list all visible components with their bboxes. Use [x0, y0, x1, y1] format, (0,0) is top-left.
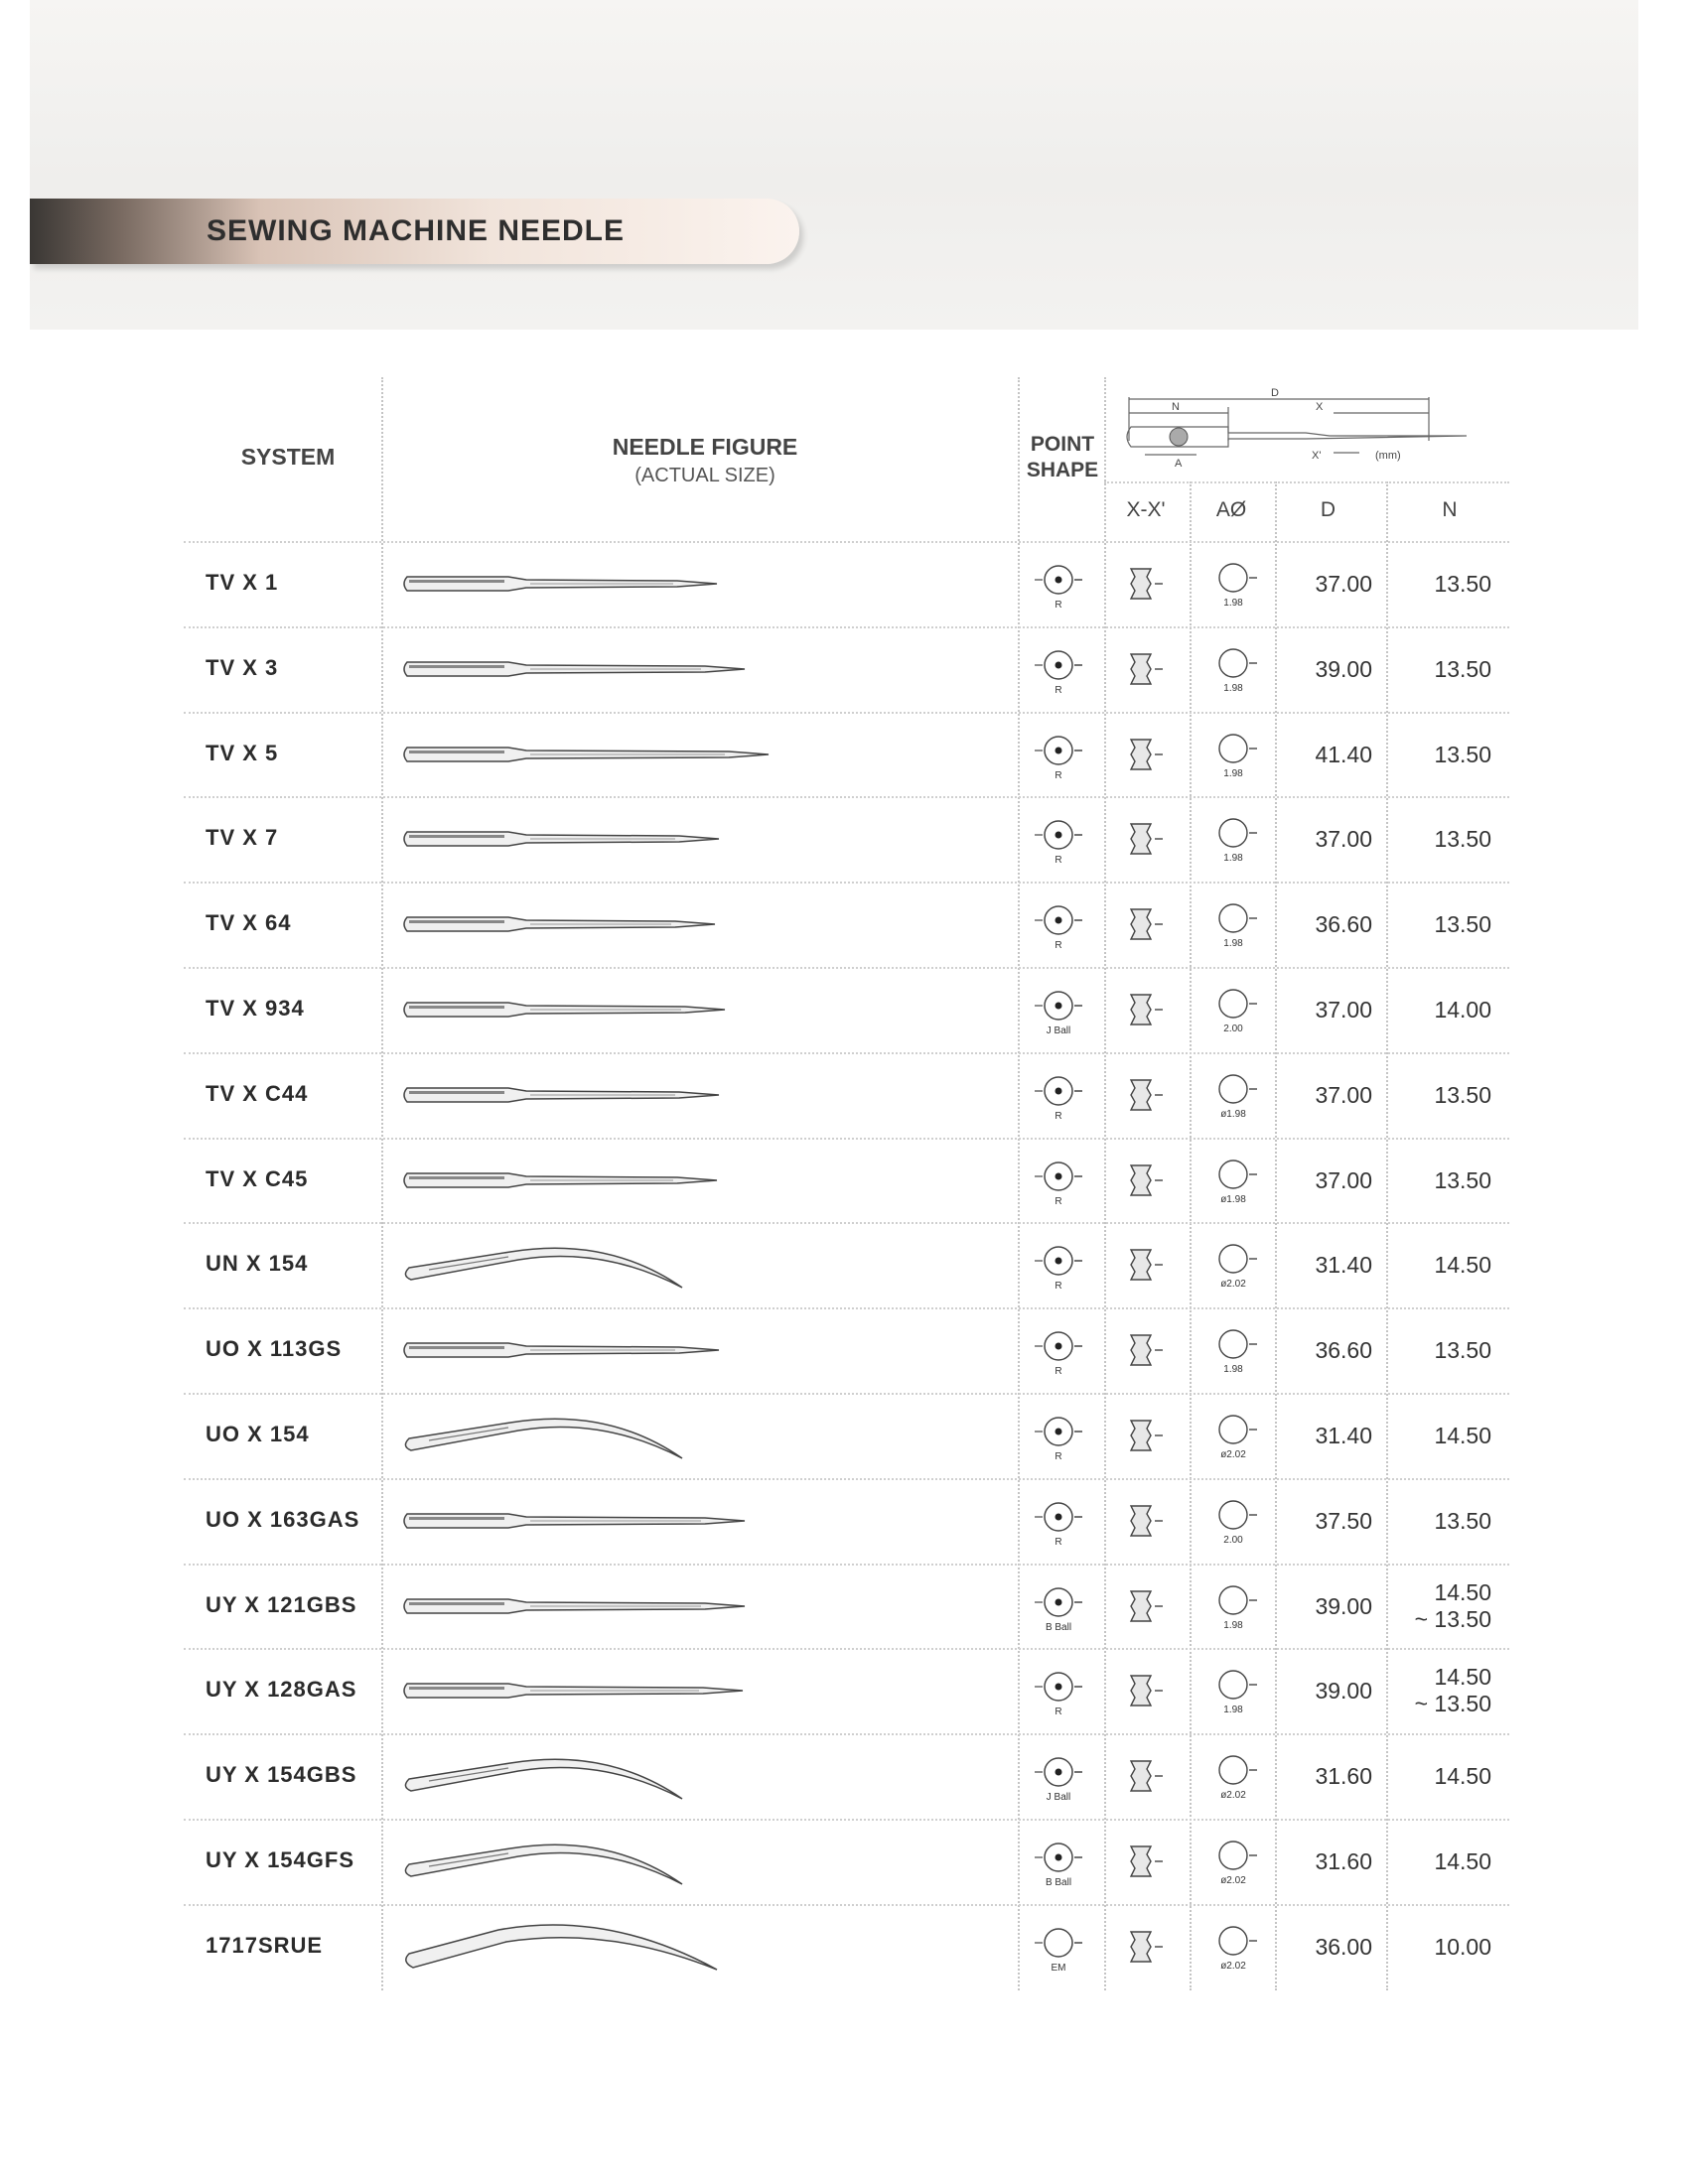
point-shape-icon: [1027, 1153, 1096, 1212]
blade-circle: [1219, 735, 1247, 762]
value-d: 41.40: [1315, 741, 1372, 767]
value-d: 36.60: [1315, 911, 1372, 938]
point-dot: [1055, 1258, 1062, 1265]
value-n-range: ~ 13.50: [1414, 1691, 1491, 1717]
page-title: SEWING MACHINE NEEDLE: [207, 214, 626, 247]
dimension-label-x: X: [1316, 401, 1324, 413]
system-name: TV X 5: [206, 740, 279, 765]
row-divider: [184, 882, 1509, 884]
needle-shank-groove: [409, 580, 504, 583]
value-d: 39.00: [1315, 1592, 1372, 1619]
value-d: 37.00: [1315, 1166, 1372, 1193]
row-divider: [184, 1564, 1509, 1566]
needle-shank-groove: [409, 1346, 504, 1349]
point-dot: [1055, 1684, 1062, 1691]
point-shape-icon: [1027, 1322, 1096, 1382]
system-name: 1717SRUE: [206, 1932, 324, 1958]
value-d: 39.00: [1315, 1678, 1372, 1705]
blade-diameter-label: 1.98: [1223, 853, 1243, 865]
blade-diameter-icon: [1196, 727, 1275, 786]
needle-shank-groove: [409, 1517, 504, 1520]
cross-section-shape: [1131, 824, 1151, 854]
cross-section-icon: [1117, 1666, 1177, 1715]
value-d: 36.00: [1315, 1933, 1372, 1960]
value-d: 37.50: [1315, 1507, 1372, 1534]
point-shape-icon: [1027, 1834, 1096, 1893]
needle-figure: [399, 634, 796, 704]
needle-figure: [399, 1827, 796, 1896]
blade-diameter-label: 1.98: [1223, 1705, 1243, 1716]
point-dot: [1055, 917, 1062, 924]
needle-figure: [399, 889, 796, 959]
header-needle-figure: NEEDLE FIGURE: [612, 434, 798, 460]
system-name: TV X 64: [206, 910, 292, 936]
col-divider: [381, 377, 383, 1990]
needle-figure: [399, 1741, 796, 1811]
point-dot: [1055, 1428, 1062, 1434]
blade-diameter-icon: [1196, 1919, 1275, 1979]
point-shape-icon: [1027, 982, 1096, 1041]
needle-shank-groove: [409, 1602, 504, 1605]
cross-section-shape: [1131, 569, 1151, 599]
cross-section-shape: [1131, 995, 1151, 1024]
value-d: 37.00: [1315, 826, 1372, 853]
point-shape-icon: [1027, 641, 1096, 701]
blade-diameter-label: ø1.98: [1220, 1193, 1246, 1205]
system-name: TV X 1: [206, 569, 279, 595]
cross-section-shape: [1131, 1335, 1151, 1365]
blade-diameter-icon: [1196, 811, 1275, 871]
value-n: 13.50: [1434, 570, 1491, 597]
cross-section-icon: [1117, 1496, 1177, 1546]
header-system: SYSTEM: [240, 444, 336, 470]
point-shape-icon: [1027, 556, 1096, 615]
needle-shank-groove: [409, 835, 504, 838]
header-n: N: [1442, 498, 1458, 521]
header-d: D: [1320, 498, 1336, 521]
needle-figure: [399, 975, 796, 1044]
blade-circle: [1219, 564, 1247, 592]
needle-shank-groove: [409, 665, 504, 668]
blade-circle: [1219, 1842, 1247, 1869]
blade-diameter-icon: [1196, 1748, 1275, 1808]
point-dot: [1055, 747, 1062, 753]
system-name: TV X 934: [206, 995, 305, 1021]
point-shape-icon: [1027, 1663, 1096, 1722]
blade-diameter-label: ø2.02: [1220, 1874, 1246, 1886]
blade-circle: [1219, 819, 1247, 847]
point-dot: [1055, 832, 1062, 839]
needle-shank-groove: [409, 1006, 504, 1009]
blade-diameter-label: ø2.02: [1220, 1960, 1246, 1972]
system-name: UO X 163GAS: [206, 1506, 360, 1532]
system-name: UY X 121GBS: [206, 1591, 357, 1617]
value-n: 13.50: [1434, 1337, 1491, 1364]
point-shape-icon: [1027, 1919, 1096, 1979]
blade-circle: [1219, 1330, 1247, 1358]
point-dot: [1055, 661, 1062, 668]
dimension-blade-circle: [1170, 428, 1188, 446]
row-divider: [184, 1478, 1509, 1480]
dimension-label-d: D: [1271, 387, 1279, 399]
value-n: 14.50: [1434, 1578, 1491, 1605]
cross-section-shape: [1131, 1761, 1151, 1791]
cross-section-shape: [1131, 654, 1151, 684]
value-n-range: ~ 13.50: [1414, 1605, 1491, 1632]
blade-diameter-icon: [1196, 896, 1275, 956]
point-dot: [1055, 1343, 1062, 1350]
blade-circle: [1219, 1416, 1247, 1443]
cross-section-icon: [1117, 985, 1177, 1034]
blade-diameter-icon: [1196, 1408, 1275, 1467]
blade-diameter-label: 1.98: [1223, 1364, 1243, 1376]
point-dot: [1055, 1598, 1062, 1605]
row-divider: [184, 1307, 1509, 1309]
point-shape-label: R: [1055, 1281, 1062, 1293]
cross-section-icon: [1117, 1581, 1177, 1631]
value-n: 10.00: [1434, 1933, 1491, 1960]
col-divider: [1190, 481, 1192, 1990]
value-n: 14.50: [1434, 1422, 1491, 1448]
needle-body: [405, 1844, 682, 1884]
point-dot: [1055, 1769, 1062, 1776]
header-needle-figure-sub: (ACTUAL SIZE): [634, 465, 775, 486]
cross-section-icon: [1117, 559, 1177, 609]
blade-diameter-label: 2.00: [1223, 1023, 1243, 1034]
row-divider: [184, 1819, 1509, 1821]
value-n: 14.50: [1434, 1252, 1491, 1279]
point-shape-label: B Ball: [1045, 1621, 1072, 1633]
needle-figure: [399, 1060, 796, 1130]
blade-circle: [1219, 1501, 1247, 1529]
header-a: AØ: [1215, 498, 1247, 521]
blade-diameter-label: ø2.02: [1220, 1279, 1246, 1291]
needle-figure: [399, 1486, 796, 1556]
system-name: UY X 154GFS: [206, 1846, 354, 1872]
needle-figure: [399, 1230, 796, 1299]
blade-diameter-label: 2.00: [1223, 1534, 1243, 1546]
blade-diameter-label: ø2.02: [1220, 1448, 1246, 1460]
point-shape-icon: [1027, 727, 1096, 786]
needle-shank-groove: [409, 751, 504, 753]
header-xx: X-X': [1126, 498, 1166, 521]
point-shape-label: R: [1055, 684, 1062, 696]
blade-diameter-icon: [1196, 556, 1275, 615]
point-shape-icon: [1027, 1748, 1096, 1808]
blade-diameter-icon: [1196, 1578, 1275, 1638]
cross-section-icon: [1117, 1411, 1177, 1460]
value-n: 14.50: [1434, 1847, 1491, 1874]
blade-circle: [1219, 904, 1247, 932]
system-name: UO X 154: [206, 1421, 310, 1446]
blade-circle: [1219, 990, 1247, 1018]
blade-diameter-icon: [1196, 1834, 1275, 1893]
point-shape-icon: [1027, 811, 1096, 871]
point-shape-icon: [1027, 1408, 1096, 1467]
blade-diameter-label: 1.98: [1223, 597, 1243, 609]
needle-figure: [399, 1146, 796, 1215]
value-n: 13.50: [1434, 1166, 1491, 1193]
point-shape-label: R: [1055, 1536, 1062, 1548]
blade-diameter-icon: [1196, 1067, 1275, 1127]
point-shape-icon: [1027, 1067, 1096, 1127]
row-divider: [184, 1138, 1509, 1140]
point-shape-label: R: [1055, 940, 1062, 952]
point-dot: [1055, 1087, 1062, 1094]
cross-section-shape: [1131, 1506, 1151, 1536]
col-divider: [1386, 481, 1388, 1990]
col-divider: [1275, 481, 1277, 1990]
value-n: 13.50: [1434, 741, 1491, 767]
point-shape-label: R: [1055, 1706, 1062, 1718]
point-shape-icon: [1027, 896, 1096, 956]
needle-shank-groove: [409, 1687, 504, 1690]
system-name: TV X 3: [206, 654, 279, 680]
value-d: 39.00: [1315, 655, 1372, 682]
cross-section-icon: [1117, 730, 1177, 779]
blade-circle: [1219, 649, 1247, 677]
point-circle: [1045, 1929, 1072, 1957]
cross-section-icon: [1117, 1751, 1177, 1801]
cross-section-shape: [1131, 1421, 1151, 1450]
system-name: UO X 113GS: [206, 1336, 343, 1362]
system-name: TV X 7: [206, 825, 279, 851]
value-d: 37.00: [1315, 1081, 1372, 1108]
row-divider: [184, 967, 1509, 969]
blade-circle: [1219, 1245, 1247, 1273]
point-shape-icon: [1027, 1237, 1096, 1297]
row-divider: [184, 712, 1509, 714]
col-divider: [1104, 377, 1106, 1990]
blade-diameter-label: ø2.02: [1220, 1790, 1246, 1802]
point-shape-label: B Ball: [1045, 1876, 1072, 1888]
row-divider: [184, 1052, 1509, 1054]
needle-shank-groove: [409, 1176, 504, 1179]
blade-diameter-label: 1.98: [1223, 1619, 1243, 1631]
needle-figure: [399, 549, 796, 618]
value-n: 14.00: [1434, 996, 1491, 1023]
blade-circle: [1219, 1160, 1247, 1188]
point-shape-icon: [1027, 1493, 1096, 1553]
value-d: 31.40: [1315, 1252, 1372, 1279]
row-divider: [184, 541, 1509, 543]
needle-figure: [399, 804, 796, 874]
system-name: TV X C44: [206, 1080, 309, 1106]
cross-section-icon: [1117, 814, 1177, 864]
cross-section-shape: [1131, 1250, 1151, 1280]
cross-section-shape: [1131, 1591, 1151, 1621]
blade-circle: [1219, 1927, 1247, 1955]
point-dot: [1055, 1853, 1062, 1860]
cross-section-shape: [1131, 1676, 1151, 1706]
row-divider: [184, 796, 1509, 798]
point-dot: [1055, 1002, 1062, 1009]
cross-section-icon: [1117, 1325, 1177, 1375]
needle-figure: [399, 1401, 796, 1470]
point-shape-label: R: [1055, 1366, 1062, 1378]
blade-circle: [1219, 1075, 1247, 1103]
value-d: 36.60: [1315, 1337, 1372, 1364]
dimension-label-unit: (mm): [1375, 450, 1401, 462]
needle-figure: [399, 1656, 796, 1725]
blade-diameter-icon: [1196, 1493, 1275, 1553]
value-n: 13.50: [1434, 1081, 1491, 1108]
cross-section-shape: [1131, 740, 1151, 769]
blade-diameter-icon: [1196, 982, 1275, 1041]
cross-section-icon: [1117, 1837, 1177, 1886]
blade-circle: [1219, 1671, 1247, 1699]
point-shape-icon: [1027, 1578, 1096, 1638]
cross-section-shape: [1131, 1932, 1151, 1962]
needle-body: [405, 1419, 682, 1458]
blade-circle: [1219, 1756, 1247, 1784]
value-n: 13.50: [1434, 655, 1491, 682]
cross-section-icon: [1117, 1922, 1177, 1972]
header-banner: [30, 0, 1638, 330]
value-n: 14.50: [1434, 1664, 1491, 1691]
value-n: 14.50: [1434, 1763, 1491, 1790]
value-n: 13.50: [1434, 826, 1491, 853]
value-d: 31.40: [1315, 1422, 1372, 1448]
header-subdivider: [1104, 481, 1509, 483]
system-name: UY X 154GBS: [206, 1762, 357, 1788]
needle-shank-groove: [409, 1091, 504, 1094]
cross-section-icon: [1117, 644, 1177, 694]
cross-section-icon: [1117, 1070, 1177, 1120]
cross-section-shape: [1131, 1846, 1151, 1876]
needle-figure: [399, 720, 796, 789]
blade-circle: [1219, 1586, 1247, 1614]
blade-diameter-icon: [1196, 1153, 1275, 1212]
needle-shank-groove: [409, 920, 504, 923]
cross-section-shape: [1131, 1080, 1151, 1110]
value-n: 13.50: [1434, 911, 1491, 938]
blade-diameter-label: 1.98: [1223, 938, 1243, 950]
system-name: UY X 128GAS: [206, 1677, 357, 1703]
point-shape-label: R: [1055, 1195, 1062, 1207]
blade-diameter-label: 1.98: [1223, 682, 1243, 694]
point-shape-label: R: [1055, 1450, 1062, 1462]
col-divider: [1018, 377, 1020, 1990]
point-shape-label: R: [1055, 1110, 1062, 1122]
blade-diameter-label: ø1.98: [1220, 1108, 1246, 1120]
system-name: UN X 154: [206, 1251, 309, 1277]
point-shape-label: R: [1055, 599, 1062, 611]
cross-section-shape: [1131, 909, 1151, 939]
row-divider: [184, 1733, 1509, 1735]
needle-dimension-diagram: [1117, 383, 1504, 482]
header-shape: SHAPE: [1026, 459, 1099, 481]
system-name: TV X C45: [206, 1165, 309, 1191]
needle-body: [405, 1249, 682, 1289]
row-divider: [184, 1393, 1509, 1395]
needle-figure: [399, 1315, 796, 1385]
point-dot: [1055, 1172, 1062, 1179]
blade-diameter-icon: [1196, 641, 1275, 701]
row-divider: [184, 1904, 1509, 1906]
point-shape-label: J Ball: [1046, 1792, 1071, 1804]
point-dot: [1055, 1513, 1062, 1520]
needle-figure: [399, 1912, 796, 1981]
value-d: 31.60: [1315, 1763, 1372, 1790]
value-d: 37.00: [1315, 570, 1372, 597]
point-shape-label: J Ball: [1046, 1024, 1071, 1036]
dimension-label-a: A: [1175, 458, 1183, 470]
row-divider: [184, 626, 1509, 628]
blade-diameter-icon: [1196, 1237, 1275, 1297]
dimension-label-n: N: [1172, 401, 1180, 413]
needle-body: [405, 1759, 682, 1799]
needle-body: [406, 1925, 717, 1970]
header-point: POINT: [1030, 433, 1095, 456]
point-dot: [1055, 576, 1062, 583]
cross-section-shape: [1131, 1165, 1151, 1195]
value-d: 37.00: [1315, 996, 1372, 1023]
row-divider: [184, 1222, 1509, 1224]
value-d: 31.60: [1315, 1847, 1372, 1874]
point-shape-label: R: [1055, 855, 1062, 867]
point-shape-label: R: [1055, 769, 1062, 781]
value-n: 13.50: [1434, 1507, 1491, 1534]
cross-section-icon: [1117, 1156, 1177, 1205]
point-shape-label: EM: [1051, 1962, 1066, 1974]
blade-diameter-label: 1.98: [1223, 767, 1243, 779]
dimension-label-x-prime: X': [1312, 450, 1322, 462]
cross-section-icon: [1117, 899, 1177, 949]
cross-section-icon: [1117, 1240, 1177, 1290]
blade-diameter-icon: [1196, 1322, 1275, 1382]
row-divider: [184, 1648, 1509, 1650]
blade-diameter-icon: [1196, 1663, 1275, 1722]
needle-figure: [399, 1571, 796, 1641]
